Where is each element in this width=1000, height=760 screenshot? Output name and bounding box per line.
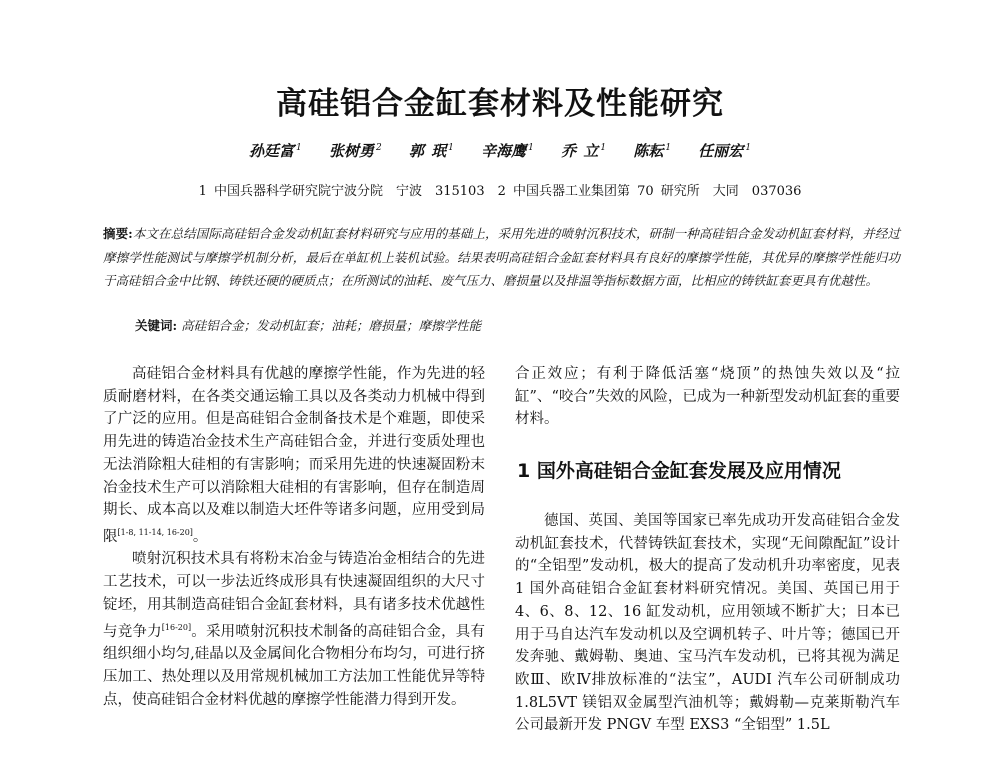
author: 张树勇 $^2$ [328, 142, 382, 160]
paragraph: 德国、英国、美国等国家已率先成功开发高硅铝合金发动机缸套技术，代替铸铁缸套技术，实现“无间隙配缸”设计的“全铝型”发动机，极大的提高了发动机升功率密度，见表 1 国外高硅铝合金缸套材料研究情况。美国、英国已用于 4、6、8、12、16 缸发动机，应用领域不断扩大；日本已用于马自达汽车发动机以及空调机转子、叶片等；德国已开发奔驰、戴姆勒、奥迪、宝马汽车发动机，已将其视为满足欧Ⅲ、欧Ⅳ排放标准的“法宝”，AUDI 汽车公司研制成功 1.8L5VT 镁铝双金属型汽油机等；戴姆勒—克莱斯勒汽车公司最新开发 PNGV 车型 EXS3 “全铝型” 1.5L [515, 513, 900, 734]
author: 陈耘 $^1$ [633, 142, 672, 160]
keywords-text: 高硅铝合金；发动机缸套；油耗；磨损量；摩擦学性能 [181, 318, 482, 333]
author-list [0, 140, 1000, 161]
paragraph: 高硅铝合金材料具有优越的摩擦学性能，作为先进的轻质耐磨材料，在各类交通运输工具以及各类动力机械中得到了广泛的应用。但是高硅铝合金制备技术是个难题，即使采用先进的铸造冶金技术生产高硅铝合金，并进行变质处理也无法消除粗大硅相的有害影响；而采用先进的快速凝固粉末冶金技术生产可以消除粗大硅相的有害影响，但存在制造周期长、成本高以及难以制造大坯件等诸多问题，应用受到局限[1-8, 11-14, 16-20]。 [103, 366, 485, 545]
citation: [1-8, 11-14, 16-20] [117, 527, 193, 537]
abstract-text: 本文在总结国际高硅铝合金发动机缸套材料研究与应用的基础上，采用先进的喷射沉积技术，研制一种高硅铝合金发动机缸套材料，并经过摩擦学性能测试与摩擦学机制分析，最后在单缸机上装机试验。结果表明高硅铝合金缸套材料具有良好的摩擦学性能，其优异的摩擦学性能归功于高硅铝合金中比钢、铸铁还硬的硬质点；在所测试的油耗、废气压力、磨损量以及排温等指标数据方面，比相应的铸铁缸套更具有优越性。 [103, 226, 900, 288]
keywords [135, 316, 895, 334]
section-heading: 1 国外高硅铝合金缸套发展及应用情况 [517, 460, 841, 482]
citation: [16-20] [161, 622, 192, 632]
author: 郭 珉 $^1$ [408, 142, 454, 160]
keywords-label: 关键词: [135, 318, 178, 333]
right-column-body [515, 510, 900, 737]
paragraph: 喷射沉积技术具有将粉末冶金与铸造冶金相结合的先进工艺技术，可以一步法近终成形具有快速凝固组织的大尺寸锭坯，用其制造高硅铝合金缸套材料，具有诸多技术优越性与竞争力[16-20]。采用喷射沉积技术制备的高硅铝合金，具有组织细小均匀,硅晶以及金属间化合物相分布均匀，可进行挤压加工、热处理以及用常规机械加工方法加工性能优异等特点，使高硅铝合金材料优越的摩擦学性能潜力得到开发。 [103, 551, 485, 708]
author: 乔 立 $^1$ [561, 142, 607, 160]
author: 任丽宏 $^1$ [698, 142, 752, 160]
affiliations: 1 中国兵器科学研究院宁波分院 宁波 315103 2 中国兵器工业集团第 70 研究所 大同 037036 [198, 184, 802, 199]
left-column [103, 363, 485, 711]
abstract-label: 摘要: [103, 226, 133, 241]
author: 孙廷富 $^1$ [248, 142, 302, 160]
paragraph: 合正效应；有利于降低活塞“烧顶”的热蚀失效以及“拉缸”、“咬合”失效的风险，已成为一种新型发动机缸套的重要材料。 [515, 366, 900, 428]
paper-title: 高硅铝合金缸套材料及性能研究 [276, 86, 724, 122]
right-column-top [515, 363, 900, 431]
author: 辛海鹰 $^1$ [481, 142, 534, 160]
abstract [103, 222, 900, 293]
